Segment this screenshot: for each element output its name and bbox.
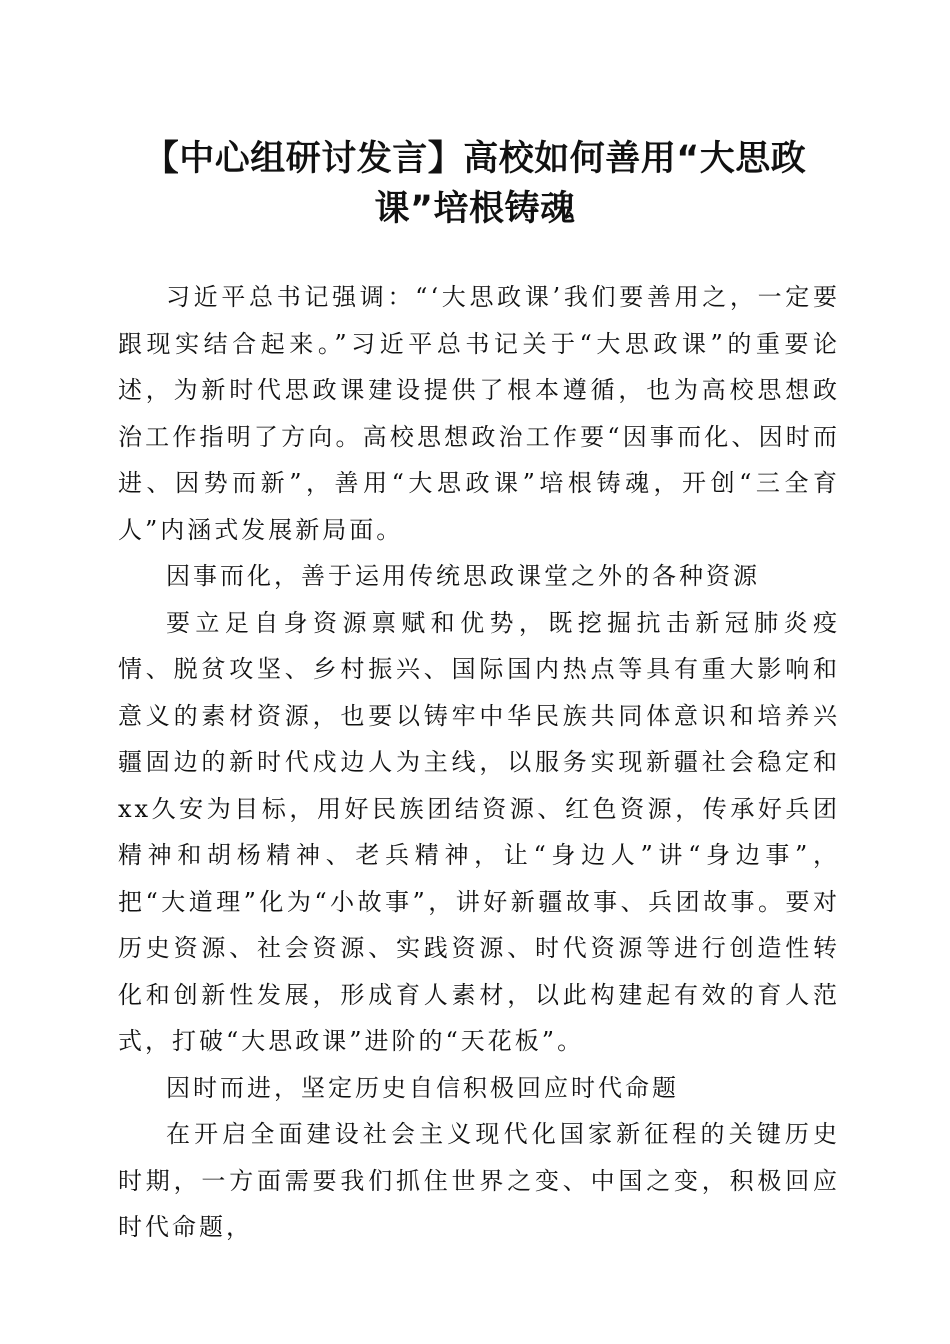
paragraph-section-2: 在开启全面建设社会主义现代化国家新征程的关键历史时期，一方面需要我们抓住世界之变、中国之变，积极回应时代命题， [118, 1120, 840, 1241]
paragraph-intro: 习近平总书记强调：“‘大思政课’我们要善用之，一定要跟现实结合起来。”习近平总书记关于“大思政课”的重要论述，为新时代思政课建设提供了根本遵循，也为高校思想政治工作指明了方向。高校思想政治工作要“因事而化、因时而进、因势而新”，善用“大思政课”培根铸魂，开创“三全育人”内涵式发展新局面。 [118, 283, 840, 544]
document-title: 【中心组研讨发言】高校如何善用“大思政课”培根铸魂 [143, 139, 807, 229]
section-heading-2: 因时而进，坚定历史自信积极回应时代命题 [166, 1073, 679, 1102]
document-body [118, 274, 840, 1251]
paragraph-section-1: 要立足自身资源禀赋和优势，既挖掘抗击新冠肺炎疫情、脱贫攻坚、乡村振兴、国际国内热点等具有重大影响和意义的素材资源，也要以铸牢中华民族共同体意识和培养兴疆固边的新时代戍边人为主线，以服务实现新疆社会稳定和xx久安为目标，用好民族团结资源、红色资源，传承好兵团精神和胡杨精神、老兵精神，让“身边人”讲“身边事”，把“大道理”化为“小故事”，讲好新疆故事、兵团故事。要对历史资源、社会资源、实践资源、时代资源等进行创造性转化和创新性发展，形成育人素材，以此构建起有效的育人范式，打破“大思政课”进阶的“天花板”。 [118, 608, 840, 1055]
section-heading-1: 因事而化，善于运用传统思政课堂之外的各种资源 [166, 562, 760, 590]
